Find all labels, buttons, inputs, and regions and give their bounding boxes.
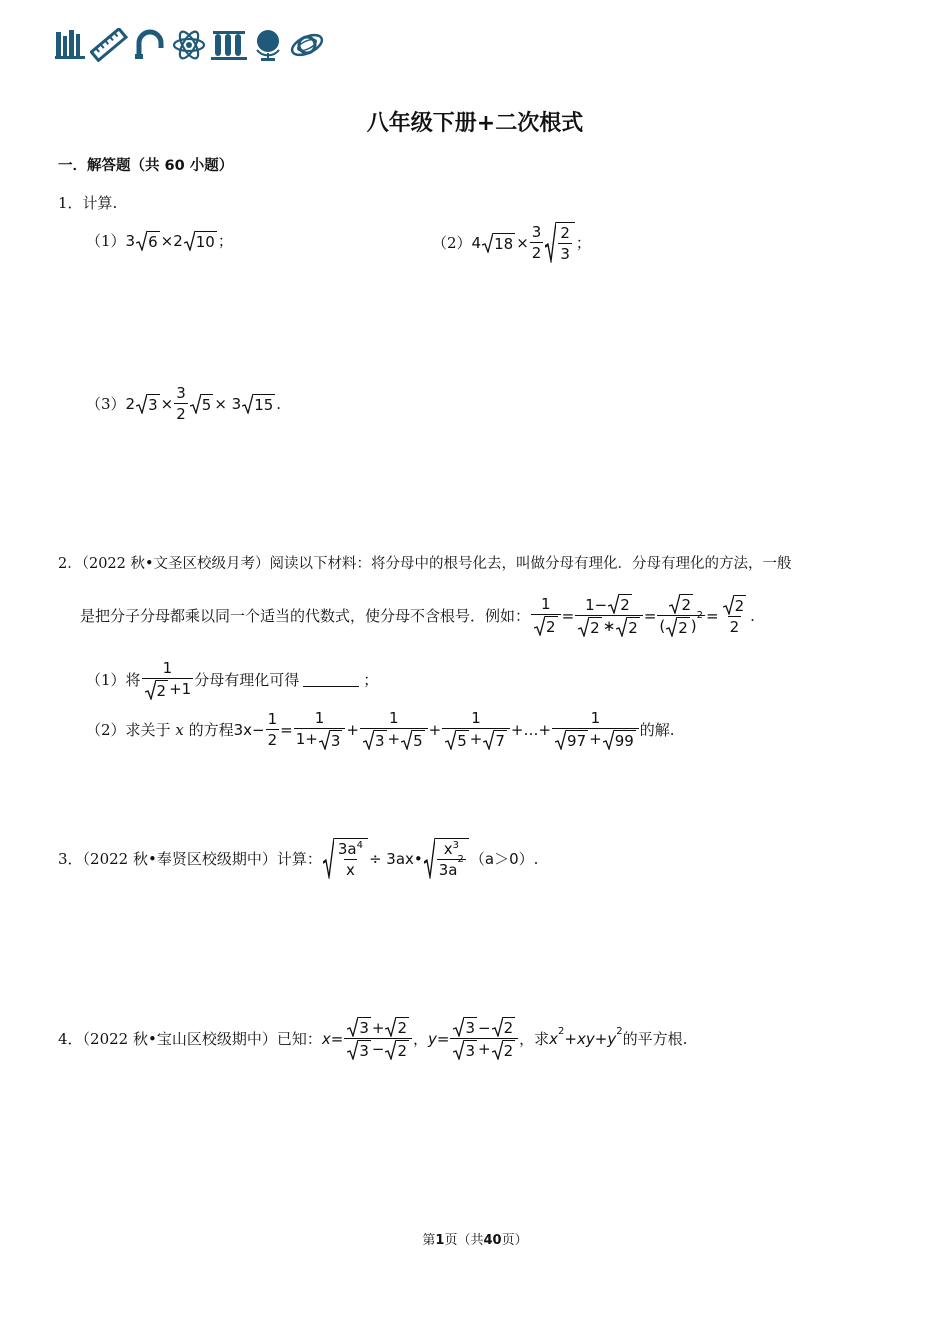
- q1-part3: [86, 384, 281, 423]
- planet-icon: [289, 28, 325, 62]
- q2-line2: [80, 594, 755, 637]
- q2-part2: [86, 709, 675, 750]
- q1-part3-expression: 2 3 × $\frac{3}{2}$ 5 × 3 15 .: [125, 384, 282, 423]
- q2-line2-text: 是把分子分母都乘以同一个适当的代数式，使分母不含根号．例如：: [80, 607, 531, 625]
- q4-prefix: 4．（2022 秋•宝山区校级期中）已知：: [58, 1030, 322, 1048]
- q4: [58, 1017, 687, 1060]
- q1-part2-expression: 4 18 × $\frac{3}{2}$ $\frac{2}{3}$ ；: [471, 223, 591, 263]
- q2-line1: 2．（2022 秋•文圣区校级月考）阅读以下材料：将分母中的根号化去，叫做分母有理化．分母有理化的方法，一般: [58, 556, 792, 572]
- magnet-icon: [133, 28, 167, 62]
- test-tubes-icon: [211, 28, 247, 62]
- footer-page-number: 1: [435, 1233, 445, 1248]
- q2-part1-expression: 1 2 +1: [141, 659, 195, 700]
- atom-icon: [172, 28, 206, 62]
- q2-part2-suffix: 的解.: [639, 721, 675, 739]
- q1-part1-expression: 3 6 ×2 10 ；: [125, 231, 233, 251]
- q2-part2-prefix: （2）求关于: [86, 721, 171, 739]
- q3: [58, 838, 538, 879]
- q1-part2-label: （2）: [432, 234, 472, 252]
- header-icon-strip: [55, 28, 325, 62]
- page-title: 八年级下册+二次根式: [366, 111, 584, 136]
- footer-post: 页）: [501, 1233, 528, 1248]
- footer-total-pages: 40: [483, 1233, 502, 1248]
- q1-part1: [86, 230, 233, 251]
- q1-part2: [432, 222, 591, 263]
- q1-part3-label: （3）: [86, 395, 126, 413]
- q2-part2-mid: 的方程: [188, 721, 234, 739]
- q2-part2-variable: x: [175, 720, 184, 739]
- footer-pre: 第: [422, 1233, 436, 1248]
- q1-part1-label: （1）: [86, 232, 126, 250]
- q3-prefix: 3．（2022 秋•奉贤区校级期中）计算：: [58, 850, 322, 868]
- q2-part2-equation: 3x− $\frac{1}{2}$ = 1 1+ 3 + 1 3 + 5 + 1 5 + 7 +…+ 1 97 + 99: [234, 709, 640, 750]
- books-icon: [55, 28, 85, 60]
- q2-part1-answer-blank[interactable]: [303, 672, 359, 687]
- q2-example-expression: $\frac{1}{2}$ = 1− 2 2 ∗ 2 = 2 ( 2 ) 2 = $\frac{2}{2}$ .: [530, 594, 755, 637]
- q4-expression: x = 3 + 2 3 − 2 ， y = 3 − 2 3 + 2 ，求 x 2 + xy + y 2: [321, 1019, 623, 1060]
- q2-part1-suffix: 分母有理化可得: [194, 671, 300, 689]
- section-heading: 一．解答题（共 60 小题）: [58, 158, 234, 174]
- q2-part1: （1）将 1 2 +1 分母有理化可得 ；: [86, 659, 379, 700]
- q1-heading: 1．计算.: [58, 194, 118, 212]
- q3-expression: 3a 4 x ÷ 3ax• x 3 3a 2 （a＞0）.: [322, 838, 539, 879]
- footer-mid: 页（共: [444, 1233, 484, 1248]
- q4-suffix: 的平方根.: [622, 1030, 688, 1048]
- globe-icon: [252, 28, 284, 62]
- q2-part1-prefix: （1）将: [86, 671, 141, 689]
- page-footer: [0, 1229, 950, 1248]
- ruler-icon: [90, 28, 128, 62]
